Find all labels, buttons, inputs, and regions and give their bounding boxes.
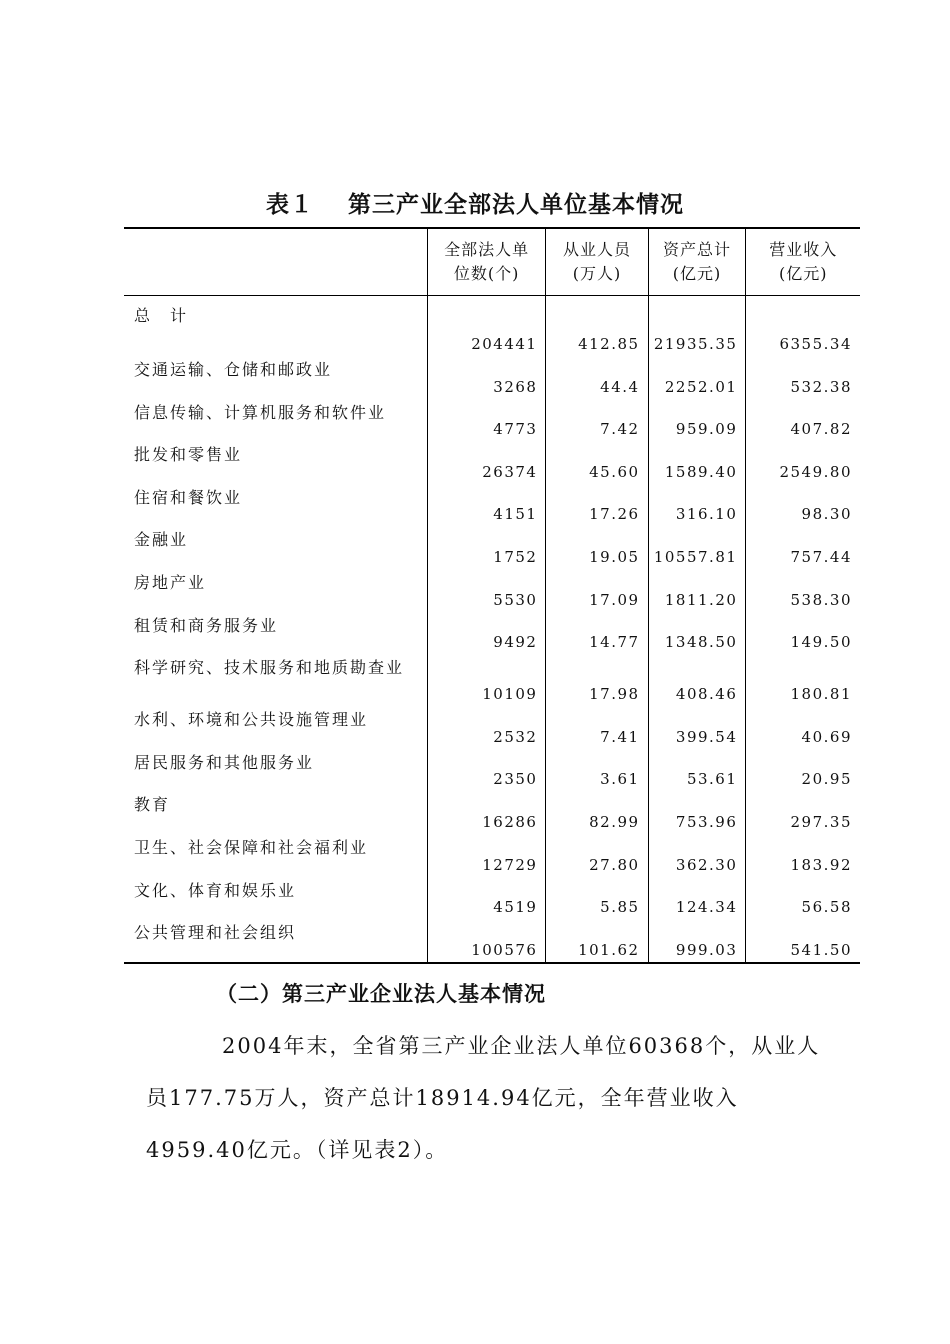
employees-cell: 3.61 (546, 749, 648, 792)
employees-cell: 44.4 (546, 356, 648, 399)
units-cell: 3268 (427, 356, 546, 399)
employees-cell: 82.99 (546, 791, 648, 834)
table-row (124, 399, 860, 442)
units-cell: 4151 (427, 484, 546, 527)
industry-name-cell: 卫生、社会保障和社会福利业 (134, 837, 369, 857)
industry-name-cell: 文化、体育和娱乐业 (134, 880, 297, 900)
table-title (0, 186, 950, 219)
industry-name-cell: 金融业 (134, 530, 189, 550)
header-text-line: (亿元) (778, 264, 828, 283)
table-row (124, 877, 860, 920)
employees-cell: 45.60 (546, 441, 648, 484)
industry-name-cell: 总 计 (134, 306, 189, 325)
assets-cell: 10557.81 (648, 526, 746, 569)
assets-cell: 408.46 (648, 654, 746, 706)
table-row (124, 526, 860, 569)
revenue-cell: 757.44 (746, 526, 860, 569)
table-row (124, 706, 860, 749)
industry-name-cell: 水利、环境和公共设施管理业 (134, 710, 369, 730)
revenue-cell: 541.50 (746, 919, 860, 963)
assets-cell: 1348.50 (648, 612, 746, 655)
assets-cell: 399.54 (648, 706, 746, 749)
industry-name-cell: 教育 (134, 795, 171, 815)
table-row (124, 356, 860, 399)
industry-name-cell: 科学研究、技术服务和地质勘查业 (134, 658, 405, 678)
industry-name-cell: 公共管理和社会组织 (134, 923, 297, 943)
header-assets (648, 228, 746, 296)
units-cell: 1752 (427, 526, 546, 569)
employees-cell: 14.77 (546, 612, 648, 655)
revenue-cell: 407.82 (746, 399, 860, 442)
employees-cell: 412.85 (546, 296, 648, 357)
header-industry (124, 228, 427, 296)
table-row (124, 296, 860, 357)
revenue-cell: 532.38 (746, 356, 860, 399)
revenue-cell: 40.69 (746, 706, 860, 749)
assets-cell: 753.96 (648, 791, 746, 834)
assets-cell: 53.61 (648, 749, 746, 792)
assets-cell: 316.10 (648, 484, 746, 527)
employees-cell: 19.05 (546, 526, 648, 569)
industry-name-cell: 住宿和餐饮业 (134, 487, 243, 507)
table-row (124, 441, 860, 484)
assets-cell: 21935.35 (648, 296, 746, 357)
industry-name-cell: 房地产业 (134, 572, 207, 592)
table-row (124, 612, 860, 655)
table-body (124, 296, 860, 963)
header-employees (546, 228, 648, 296)
units-cell: 100576 (427, 919, 546, 963)
revenue-cell: 180.81 (746, 654, 860, 706)
revenue-cell: 98.30 (746, 484, 860, 527)
header-revenue (746, 228, 860, 296)
header-text-line: 全部法人单 (444, 240, 530, 259)
table-row (124, 654, 860, 706)
revenue-cell: 297.35 (746, 791, 860, 834)
assets-cell: 1811.20 (648, 569, 746, 612)
employees-cell: 17.09 (546, 569, 648, 612)
revenue-cell: 538.30 (746, 569, 860, 612)
employees-cell: 101.62 (546, 919, 648, 963)
units-cell: 26374 (427, 441, 546, 484)
assets-cell: 362.30 (648, 834, 746, 877)
body-paragraph: 2004年末，全省第三产业企业法人单位60368个，从业人员177.75万人，资产总计18914.94亿元，全年营业收入4959.40亿元。（详见表2）。 (146, 1034, 821, 1162)
table-row (124, 834, 860, 877)
table-row (124, 569, 860, 612)
units-cell: 10109 (427, 654, 546, 706)
industry-name-cell: 批发和零售业 (134, 445, 243, 465)
header-text-line: 从业人员 (563, 240, 632, 259)
table-row (124, 749, 860, 792)
table-number: 表１ (266, 192, 314, 218)
table-row (124, 791, 860, 834)
units-cell: 204441 (427, 296, 546, 357)
employees-cell: 27.80 (546, 834, 648, 877)
revenue-cell: 6355.34 (746, 296, 860, 357)
units-cell: 12729 (427, 834, 546, 877)
industry-name-cell: 租赁和商务服务业 (134, 615, 279, 635)
revenue-cell: 56.58 (746, 877, 860, 920)
industry-name-cell: 居民服务和其他服务业 (134, 752, 315, 772)
assets-cell: 959.09 (648, 399, 746, 442)
units-cell: 16286 (427, 791, 546, 834)
header-text-line: 营业收入 (769, 240, 838, 259)
header-text-line: (亿元) (672, 264, 722, 283)
header-text-line: 位数(个) (453, 264, 520, 283)
revenue-cell: 20.95 (746, 749, 860, 792)
revenue-cell: 149.50 (746, 612, 860, 655)
statistics-table (124, 227, 860, 964)
employees-cell: 5.85 (546, 877, 648, 920)
assets-cell: 2252.01 (648, 356, 746, 399)
employees-cell: 17.98 (546, 654, 648, 706)
units-cell: 4519 (427, 877, 546, 920)
employees-cell: 7.41 (546, 706, 648, 749)
table-title-text: 第三产业全部法人单位基本情况 (348, 192, 684, 218)
units-cell: 2350 (427, 749, 546, 792)
table-row (124, 484, 860, 527)
revenue-cell: 2549.80 (746, 441, 860, 484)
units-cell: 4773 (427, 399, 546, 442)
employees-cell: 17.26 (546, 484, 648, 527)
units-cell: 5530 (427, 569, 546, 612)
table-row (124, 919, 860, 963)
industry-name-cell: 交通运输、仓储和邮政业 (134, 360, 333, 379)
units-cell: 9492 (427, 612, 546, 655)
employees-cell: 7.42 (546, 399, 648, 442)
section-heading: （二）第三产业企业法人基本情况 (216, 982, 546, 1006)
industry-name-cell: 信息传输、计算机服务和软件业 (134, 402, 387, 422)
assets-cell: 1589.40 (648, 441, 746, 484)
assets-cell: 999.03 (648, 919, 746, 963)
assets-cell: 124.34 (648, 877, 746, 920)
header-text-line: (万人) (572, 264, 622, 283)
table-header-row (124, 228, 860, 296)
revenue-cell: 183.92 (746, 834, 860, 877)
header-text-line: 资产总计 (662, 240, 731, 259)
header-units (427, 228, 546, 296)
units-cell: 2532 (427, 706, 546, 749)
